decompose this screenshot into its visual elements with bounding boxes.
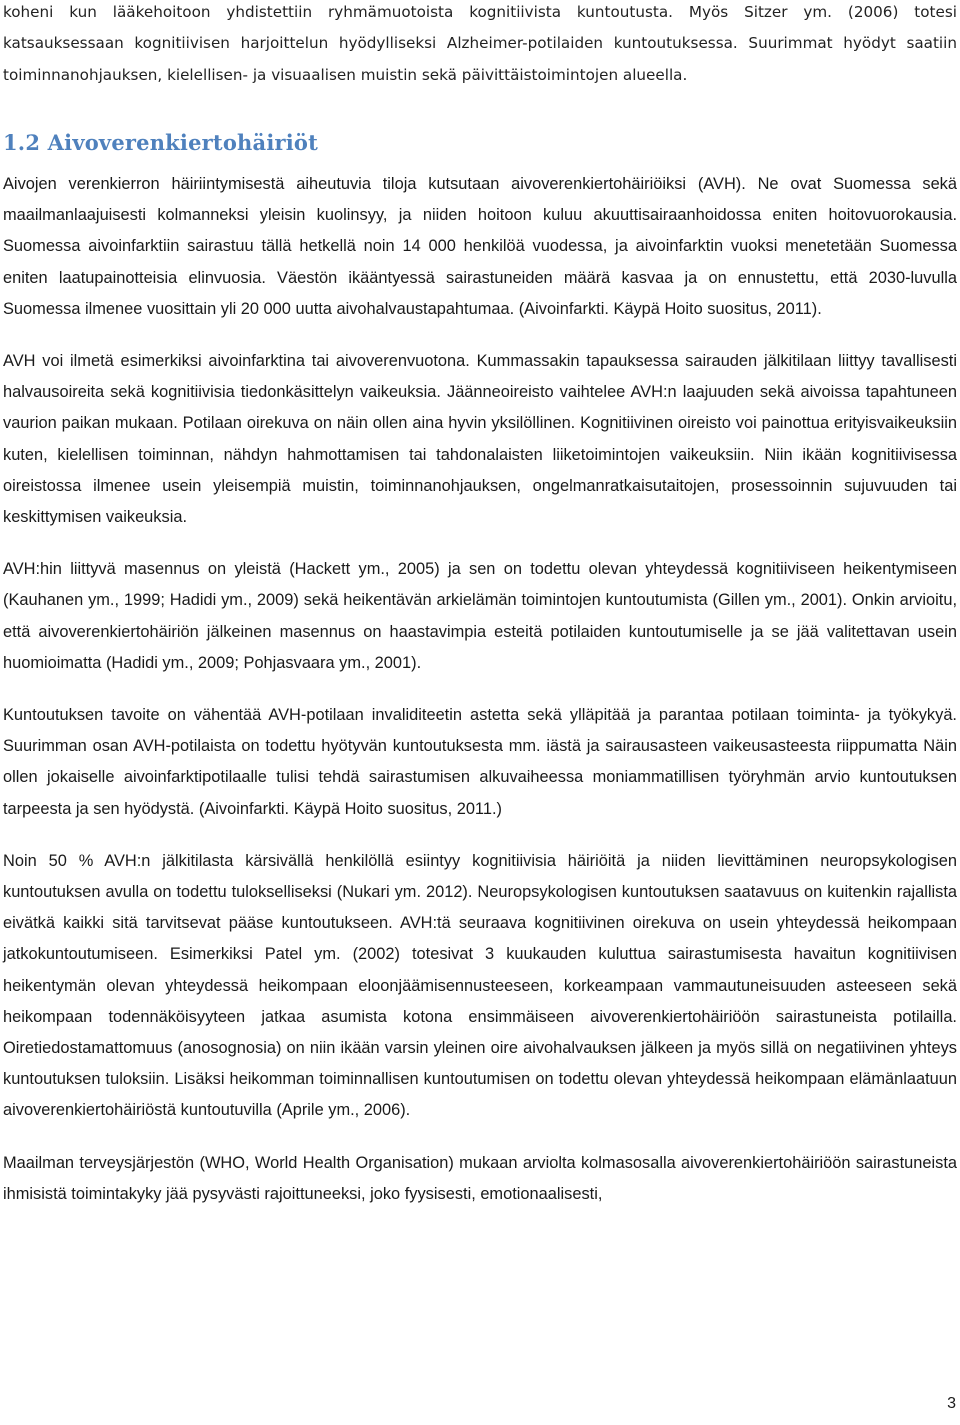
body-paragraph-2: AVH voi ilmetä esimerkiksi aivoinfarktina tai aivoverenvuotona. Kummassakin tapauksessa sairauden jälkitilaan liittyy tavallisesti halvausoireita sekä kognitiivisia tiedonkäsittelyn vaikeuksia. Jäänneoireisto vaihtelee AVH:n laajuuden sekä aivoissa tapahtuneen vaurion paikan mukaan. Potilaan oirekuva on näin ollen aina hyvin yksilöllinen. Kognitiivinen oireisto voi painottua erityisvaikeuksiin kuten, kielellisen toiminnan, nähdyn hahmottamisen tai tahdonalaisten liiketoimintojen vaikeuksiin. Niin ikään kognitiivisessa oireistossa ilmenee usein yleisempiä muistin, toiminnanohjauksen, ongelmanratkaisutaitojen, prosessoinnin sujuvuuden tai keskittymisen vaikeuksia. — [3, 351, 957, 526]
body-paragraph-5: Noin 50 % AVH:n jälkitilasta kärsivällä henkilöllä esiintyy kognitiivisia häiriöitä ja niiden lievittäminen neuropsykologisen kuntoutuksen avulla on todettu tulokselliseksi (Nukari ym. 2012). Neuropsykologisen kuntoutuksen saatavuus on kuitenkin rajallista eivätkä kaikki sitä tarvitsevat pääse kuntoutukseen. AVH:tä seuraava kognitiivinen oirekuva on usein yhteydessä heikompaan jatkokuntoutumiseen. Esimerkiksi Patel ym. (2002) totesivat 3 kuukauden kuluttua sairastumisesta havaitun kognitiivisen heikentymän olevan yhteydessä heikompaan eloonjäämisennusteeseen, korkeampaan vammautuneisuuden asteeseen sekä heikompaan todennäköisyyteen jatkaa asumista kotona ensimmäiseen aivoverenkiertohäiriöön sairastuneista potilailla. Oiretiedostamattomuus (anosognosia) on niin ikään varsin yleinen oire aivohalvauksen jälkeen ja myös sillä on negatiivinen yhteys kuntoutuksen tuloksiin. Lisäksi heikomman toiminnallisen kuntoutumisen on todettu olevan yhteydessä heikompaan elämänlaatuun aivoverenkiertohäiriöstä kuntoutuvilla (Aprile ym., 2006). — [3, 851, 957, 1120]
body-paragraph-1: Aivojen verenkierron häiriintymisestä aiheutuvia tiloja kutsutaan aivoverenkiertohäiriöiksi (AVH). Ne ovat Suomessa sekä maailmanlaajuisesti kolmanneksi yleisin kuolinsyy, ja niiden hoitoon kuluu akuuttisairaanhoidossa eniten hoitovuorokausia. Suomessa aivoinfarktiin sairastuu tällä hetkellä noin 14 000 henkilöä vuodessa, ja aivoinfarktin vuoksi menetetään Suomessa eniten laatupainotteisia elinvuosia. Väestön ikääntyessä sairastuneiden määrä kasvaa ja on ennustettu, että 2030-luvulla Suomessa ilmenee vuosittain yli 20 000 uutta aivohalvaustapahtumaa. (Aivoinfarkti. Käypä Hoito suositus, 2011). — [3, 174, 957, 318]
spacer — [3, 825, 957, 846]
spacer — [3, 325, 957, 346]
intro-paragraph: koheni kun lääkehoitoon yhdistettiin ryhmämuotoista kognitiivista kuntoutusta. Myös Sitzer ym. (2006) totesi katsauksessaan kognitiivisen harjoittelun hyödylliseksi Alzheimer-potilaiden kuntoutuksessa. Suurimmat hyödyt saatiin toiminnanohjauksen, kielellisen- ja visuaalisen muistin sekä päivittäistoimintojen alueella. — [3, 3, 957, 84]
page-number: 3 — [947, 1395, 956, 1412]
body-paragraph-4: Kuntoutuksen tavoite on vähentää AVH-potilaan invaliditeetin astetta sekä ylläpitää ja parantaa potilaan toiminta- ja työkykyä. Suurimman osan AVH-potilaista on todettu hyötyvän kuntoutuksesta mm. iästä ja sairausasteen vaikeusasteesta riippumatta Näin ollen jokaiselle aivoinfarktipotilaalle tulisi tehdä sairastumisen alkuvaiheessa moniammatillisen työryhmän arvio kuntoutuksen tarpeesta ja sen hyödystä. (Aivoinfarkti. Käypä Hoito suositus, 2011.) — [3, 705, 957, 818]
document-page — [3, 0, 957, 1210]
body-paragraph-3: AVH:hin liittyvä masennus on yleistä (Hackett ym., 2005) ja sen on todettu olevan yhteydessä kognitiiviseen heikentymiseen (Kauhanen ym., 1999; Hadidi ym., 2009) sekä heikentävän arkielämän toimintojen kuntoutumista (Gillen ym., 2001). Onkin arvioitu, että aivoverenkiertohäiriön jälkeinen masennus on haastavimpia esteitä potilaiden kuntoutumiselle ja se jää valitettavan usein huomioimatta (Hadidi ym., 2009; Pohjasvaara ym., 2001). — [3, 560, 957, 672]
body-paragraph-6: Maailman terveysjärjestön (WHO, World Health Organisation) mukaan arviolta kolmasosalla aivoverenkiertohäiriöön sairastuneista ihmisistä toimintakyky jää pysyvästi rajoittuneeksi, joko fyysisesti, emotionaalisesti, — [3, 1153, 957, 1203]
spacer — [3, 157, 957, 169]
section-heading: 1.2 Aivoverenkiertohäiriöt — [3, 129, 319, 155]
spacer — [3, 91, 957, 129]
spacer — [3, 1127, 957, 1148]
spacer — [3, 679, 957, 700]
spacer — [3, 533, 957, 554]
